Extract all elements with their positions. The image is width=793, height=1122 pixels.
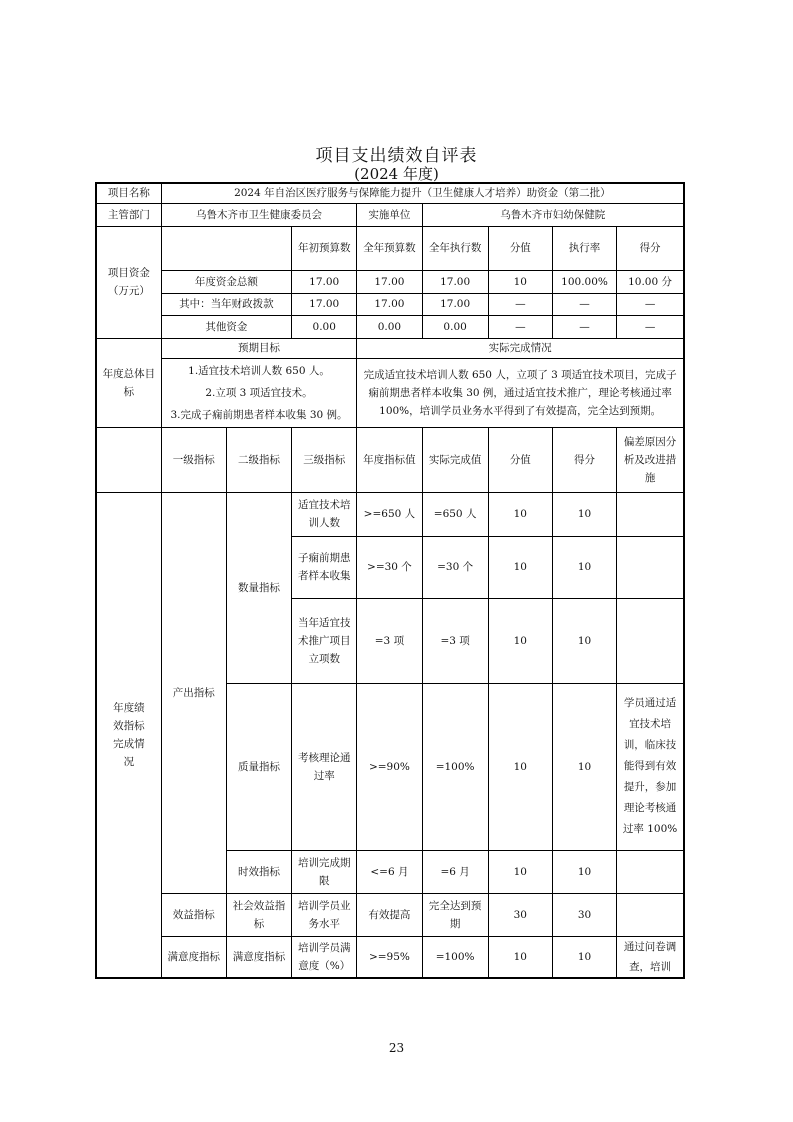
score-value: 10 <box>488 850 552 893</box>
target-value: >=95% <box>357 936 422 978</box>
social-indicator-label: 社会效益指标 <box>226 893 291 936</box>
expected-goal-header: 预期目标 <box>161 338 357 358</box>
deviation-note: 通过问卷调查，培训 <box>617 936 684 978</box>
actual-result-header: 实际完成情况 <box>357 338 684 358</box>
indicator-header: 二级指标 <box>226 427 291 492</box>
l3-indicator: 考核理论通过率 <box>292 683 357 850</box>
deviation-note <box>617 598 684 683</box>
funds-cell: — <box>552 293 616 315</box>
funds-cell: — <box>488 315 552 338</box>
indicator-header: 得分 <box>552 427 616 492</box>
dept-label: 主管部门 <box>96 203 161 226</box>
funds-cell: — <box>552 315 616 338</box>
indicator-header: 分值 <box>488 427 552 492</box>
funds-header: 全年执行数 <box>422 226 488 270</box>
funds-header: 得分 <box>617 226 684 270</box>
deviation-note <box>617 492 684 536</box>
got-score: 10 <box>552 683 616 850</box>
l3-indicator: 当年适宜技术推广项目立项数 <box>292 598 357 683</box>
got-score: 10 <box>552 598 616 683</box>
expected-goal-item: 2.立项 3 项适宜技术。 <box>205 386 313 399</box>
funds-cell: 100.00% <box>552 270 616 293</box>
goals-label: 年度总体目标 <box>96 338 161 427</box>
funds-cell: 0.00 <box>357 315 422 338</box>
funds-cell: — <box>617 315 684 338</box>
goals-content-row <box>96 358 684 427</box>
performance-table <box>95 182 685 979</box>
score-value: 30 <box>488 893 552 936</box>
expected-goal-item: 3.完成子痫前期患者样本收集 30 例。 <box>170 408 348 421</box>
indicator-row <box>96 936 684 978</box>
funds-header-row <box>96 226 684 270</box>
funds-cell: 10.00 分 <box>617 270 684 293</box>
funds-cell: 17.00 <box>357 293 422 315</box>
satisfaction-l1-label: 满意度指标 <box>161 936 226 978</box>
funds-cell: 0.00 <box>292 315 357 338</box>
funds-row <box>96 270 684 293</box>
department-row <box>96 203 684 226</box>
deviation-note <box>617 536 684 598</box>
actual-value: 完全达到预期 <box>422 893 488 936</box>
funds-label: 项目资金（万元） <box>96 226 161 338</box>
funds-cell: 17.00 <box>292 270 357 293</box>
target-value: >=30 个 <box>357 536 422 598</box>
funds-row-label: 年度资金总额 <box>161 270 291 293</box>
actual-value: =30 个 <box>422 536 488 598</box>
got-score: 30 <box>552 893 616 936</box>
actual-value: =3 项 <box>422 598 488 683</box>
indicator-row <box>96 492 684 536</box>
indicator-header: 三级指标 <box>292 427 357 492</box>
funds-cell: 17.00 <box>422 270 488 293</box>
actual-value: =650 人 <box>422 492 488 536</box>
funds-header: 全年预算数 <box>357 226 422 270</box>
score-value: 10 <box>488 492 552 536</box>
deviation-note <box>617 893 684 936</box>
project-name-value: 2024 年自治区医疗服务与保障能力提升（卫生健康人才培养）助资金（第二批） <box>161 183 684 203</box>
funds-header: 执行率 <box>552 226 616 270</box>
indicator-header: 偏差原因分析及改进措施 <box>617 427 684 492</box>
actual-result-text: 完成适宜技术培训人数 650 人，立项了 3 项适宜技术项目，完成子痫前期患者样本收集 30 例，通过适宜技术推广，理论考核通过率 100%，培训学员业务水平得到了有效提高，完全达到预期。 <box>357 358 684 427</box>
funds-cell: 17.00 <box>357 270 422 293</box>
funds-cell: 17.00 <box>422 293 488 315</box>
page-subtitle: (2024 年度) <box>354 165 439 183</box>
funds-cell: — <box>617 293 684 315</box>
score-value: 10 <box>488 683 552 850</box>
indicator-blank-cell <box>96 427 161 492</box>
goals-header-row <box>96 338 684 358</box>
l3-indicator: 适宜技术培训人数 <box>292 492 357 536</box>
time-indicator-label: 时效指标 <box>226 850 291 893</box>
l3-indicator: 培训学员满意度（%） <box>292 936 357 978</box>
benefit-indicator-label: 效益指标 <box>161 893 226 936</box>
funds-header: 分值 <box>488 226 552 270</box>
funds-row <box>96 315 684 338</box>
deviation-note <box>617 850 684 893</box>
dept-value: 乌鲁木齐市卫生健康委员会 <box>161 203 357 226</box>
funds-cell: 10 <box>488 270 552 293</box>
got-score: 10 <box>552 850 616 893</box>
indicator-header-row <box>96 427 684 492</box>
funds-row-label: 其中：当年财政拨款 <box>161 293 291 315</box>
got-score: 10 <box>552 492 616 536</box>
actual-value: =100% <box>422 683 488 850</box>
deviation-note: 学员通过适宜技术培训，临床技能得到有效提升，参加理论考核通过率 100% <box>617 683 684 850</box>
got-score: 10 <box>552 936 616 978</box>
target-value: >=90% <box>357 683 422 850</box>
target-value: 有效提高 <box>357 893 422 936</box>
output-indicator-label: 产出指标 <box>161 492 226 893</box>
got-score: 10 <box>552 536 616 598</box>
expected-goal-item: 1.适宜技术培训人数 650 人。 <box>188 364 330 377</box>
expected-goal-list <box>161 358 357 427</box>
funds-cell: — <box>488 293 552 315</box>
indicator-section-label: 年度绩效指标完成情况 <box>96 492 161 978</box>
target-value: <=6 月 <box>357 850 422 893</box>
target-value: >=650 人 <box>357 492 422 536</box>
indicator-header: 一级指标 <box>161 427 226 492</box>
funds-cell: 17.00 <box>292 293 357 315</box>
funds-blank-cell <box>161 226 291 270</box>
funds-row <box>96 293 684 315</box>
actual-value: =6 月 <box>422 850 488 893</box>
project-name-label: 项目名称 <box>96 183 161 203</box>
l3-indicator: 培训完成期限 <box>292 850 357 893</box>
project-name-row <box>96 183 684 203</box>
score-value: 10 <box>488 598 552 683</box>
actual-value: =100% <box>422 936 488 978</box>
score-value: 10 <box>488 536 552 598</box>
l3-indicator: 子痫前期患者样本收集 <box>292 536 357 598</box>
impl-label: 实施单位 <box>357 203 422 226</box>
quality-indicator-label: 质量指标 <box>226 683 291 850</box>
l3-indicator: 培训学员业务水平 <box>292 893 357 936</box>
funds-header: 年初预算数 <box>292 226 357 270</box>
impl-value: 乌鲁木齐市妇幼保健院 <box>422 203 684 226</box>
funds-cell: 0.00 <box>422 315 488 338</box>
quantity-indicator-label: 数量指标 <box>226 492 291 683</box>
page-number: 23 <box>388 1041 405 1055</box>
target-value: =3 项 <box>357 598 422 683</box>
indicator-header: 年度指标值 <box>357 427 422 492</box>
indicator-row <box>96 893 684 936</box>
satisfaction-l2-label: 满意度指标 <box>226 936 291 978</box>
page-title: 项目支出绩效自评表 <box>315 146 478 166</box>
indicator-header: 实际完成值 <box>422 427 488 492</box>
score-value: 10 <box>488 936 552 978</box>
funds-row-label: 其他资金 <box>161 315 291 338</box>
